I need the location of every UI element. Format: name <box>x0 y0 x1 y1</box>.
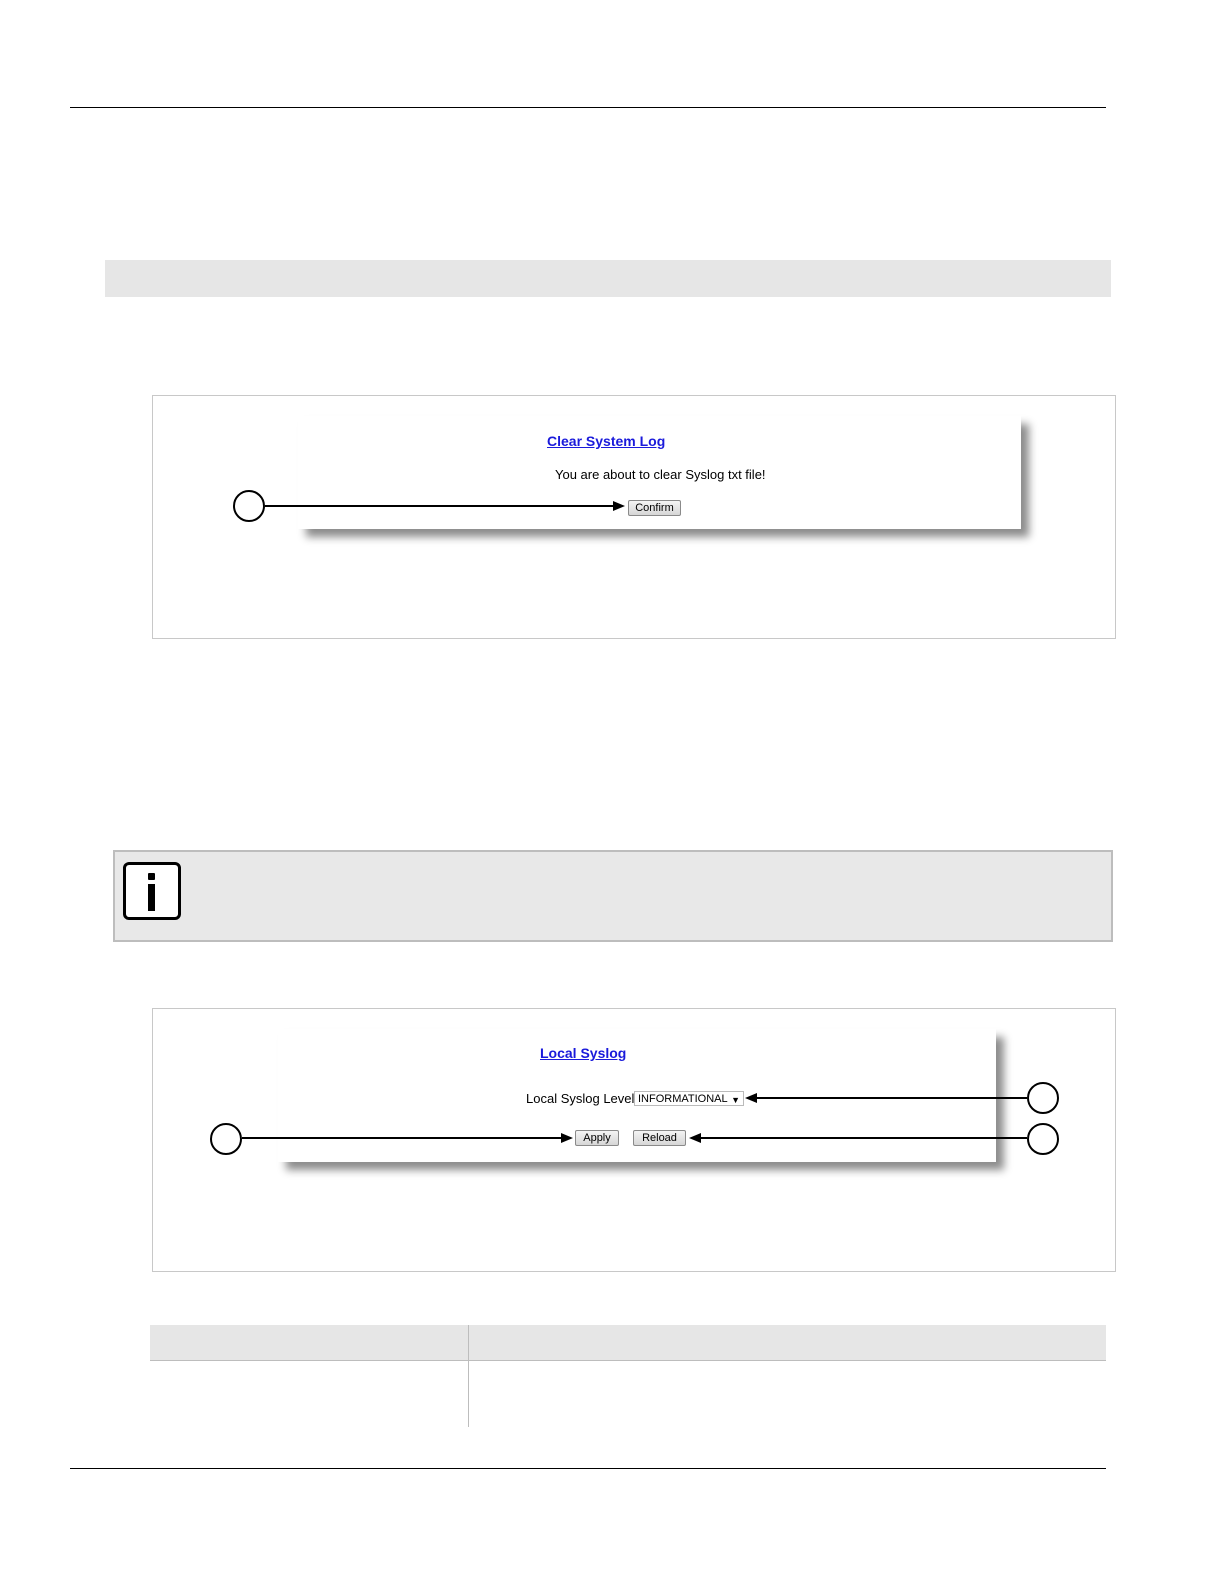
note-box <box>113 850 1113 942</box>
arrow-head <box>613 501 625 511</box>
chevron-down-icon: ▼ <box>731 1095 740 1105</box>
clear-log-message: You are about to clear Syslog txt file! <box>555 467 766 482</box>
callout-marker <box>233 490 265 522</box>
local-syslog-level-select[interactable] <box>634 1091 744 1106</box>
header-rule <box>70 107 1106 108</box>
footer-rule <box>70 1468 1106 1469</box>
callout-arrow <box>242 1137 562 1139</box>
local-syslog-level-value: INFORMATIONAL <box>638 1093 728 1105</box>
arrow-head <box>561 1133 573 1143</box>
clear-log-title[interactable]: Clear System Log <box>547 433 666 449</box>
table-column-divider <box>468 1325 469 1427</box>
callout-marker <box>1027 1123 1059 1155</box>
clear-log-figure <box>152 395 1116 639</box>
arrow-head <box>745 1093 757 1103</box>
callout-marker <box>210 1123 242 1155</box>
clear-log-panel <box>298 416 1021 529</box>
reload-button[interactable]: Reload <box>633 1130 686 1146</box>
callout-arrow <box>265 505 615 507</box>
callout-arrow <box>757 1097 1027 1099</box>
arrow-head <box>689 1133 701 1143</box>
local-syslog-level-label: Local Syslog Level <box>526 1091 635 1106</box>
section-heading-band <box>105 260 1111 297</box>
table-header-description <box>469 1325 1106 1360</box>
table-divider <box>150 1360 1106 1361</box>
confirm-button[interactable]: Confirm <box>628 500 681 516</box>
info-icon <box>123 862 181 920</box>
apply-button[interactable]: Apply <box>575 1130 619 1146</box>
local-syslog-figure <box>152 1008 1116 1272</box>
local-syslog-title[interactable]: Local Syslog <box>540 1045 627 1061</box>
callout-marker <box>1027 1082 1059 1114</box>
callout-arrow <box>701 1137 1027 1139</box>
table-header-parameter <box>150 1325 468 1360</box>
local-syslog-panel <box>278 1029 996 1162</box>
